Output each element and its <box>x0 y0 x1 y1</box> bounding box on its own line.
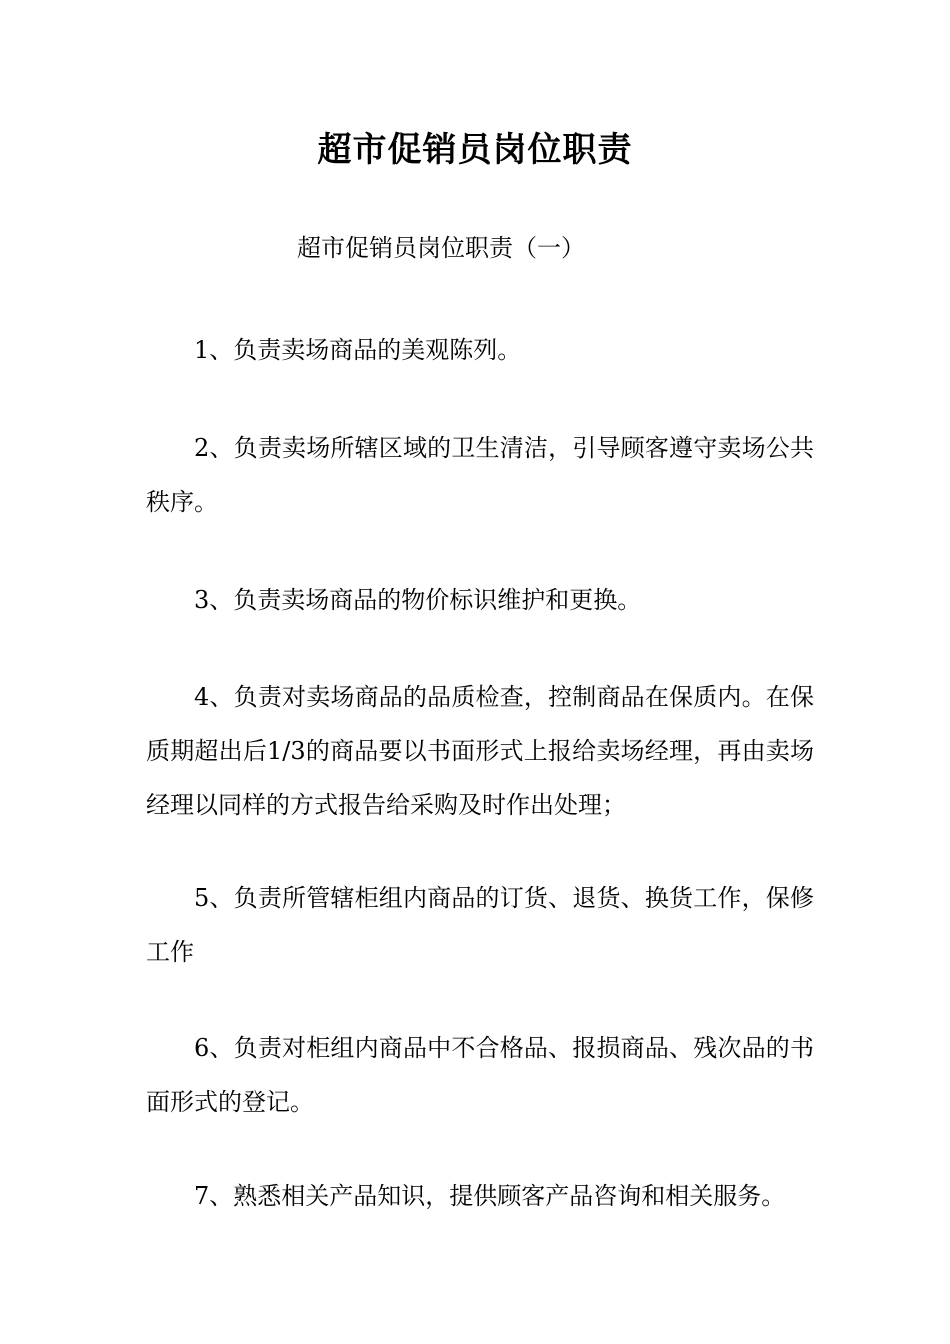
duty-paragraph-4: 4、负责对卖场商品的品质检查，控制商品在保质内。在保质期超出后1/3的商品要以书面形式上报给卖场经理，再由卖场经理以同样的方式报告给采购及时作出处理； <box>146 683 814 819</box>
duty-paragraph-1: 1、负责卖场商品的美观陈列。 <box>194 336 522 364</box>
document-title: 超市促销员岗位职责 <box>317 130 633 170</box>
duty-paragraph-3: 3、负责卖场商品的物价标识维护和更换。 <box>194 586 642 614</box>
duty-paragraph-6: 6、负责对柜组内商品中不合格品、报损商品、残次品的书面形式的登记。 <box>146 1034 814 1116</box>
duty-paragraph-7: 7、熟悉相关产品知识，提供顾客产品咨询和相关服务。 <box>194 1182 786 1210</box>
document-subtitle: 超市促销员岗位职责（一） <box>297 234 585 262</box>
duty-paragraph-2: 2、负责卖场所辖区域的卫生清洁，引导顾客遵守卖场公共秩序。 <box>146 434 814 516</box>
duty-paragraph-5: 5、负责所管辖柜组内商品的订货、退货、换货工作，保修工作 <box>146 884 814 966</box>
